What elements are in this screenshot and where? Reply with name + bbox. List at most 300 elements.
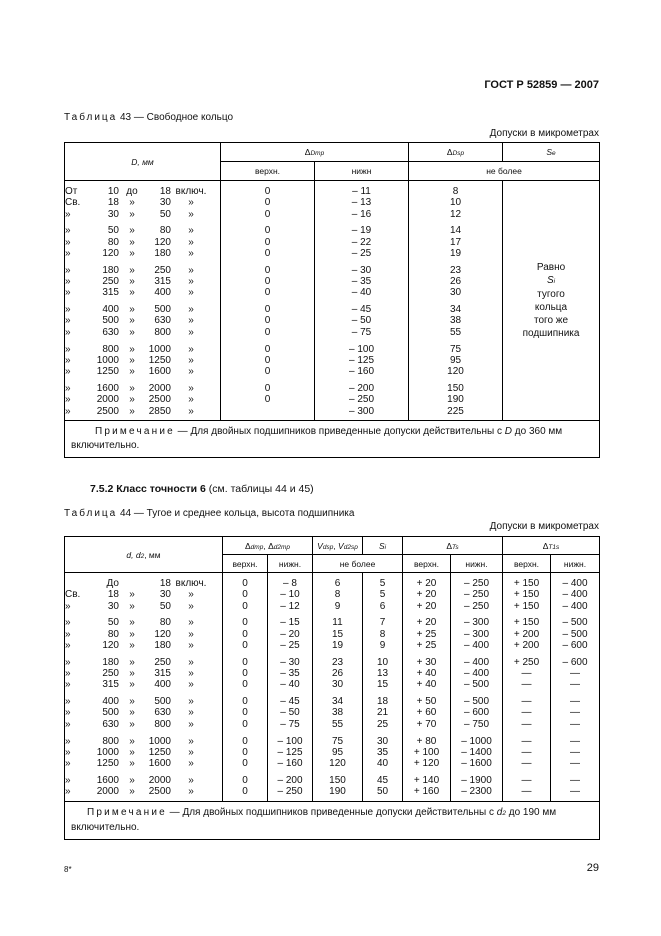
value-t1l: – 400 [551,601,600,612]
upper-deviation: 0 [221,276,315,287]
table-row [65,589,600,600]
table-43-caption-word: Таблица [64,112,118,123]
lower-deviation: – 25 [315,248,409,259]
size-range-b: 18 [159,578,171,589]
table-row [65,730,600,747]
value-si: 21 [363,707,403,718]
lower-deviation: – 40 [315,287,409,298]
value-up: 0 [223,601,268,612]
size-range-p: » [65,774,71,786]
note-word: Примечание [87,806,167,818]
se-text-1: Равно [536,262,566,274]
size-range-p: » [65,276,71,288]
size-range-p: » [65,366,71,378]
size-range-cell [65,573,223,590]
value-si: 13 [363,668,403,679]
value-lo: – 200 [268,769,313,786]
se-text-4: кольца [534,302,568,314]
table-44-note [65,801,600,839]
size-range-a: 500 [102,315,119,327]
size-range-b: 30 [159,197,171,209]
size-range-s: » [129,304,135,316]
value-tu: + 100 [403,747,451,758]
size-range-t: » [188,679,194,691]
value-up: 0 [223,589,268,600]
value-si: 5 [363,573,403,590]
table-44-units: Допуски в микрометрах [489,521,599,532]
size-range-t: » [188,735,194,747]
delta-dsp-value: 190 [409,394,503,405]
value-t1u: — [503,668,551,679]
size-range-t: » [188,382,194,394]
delta-dsp-value: 14 [409,220,503,237]
value-t1u: + 200 [503,629,551,640]
value-up: 0 [223,668,268,679]
value-t1l: — [551,668,600,679]
size-range-p: » [65,264,71,276]
header-vdsp: Vdsp, Vd2sp [313,537,363,555]
size-range-a: 1250 [96,366,119,378]
size-range-p: » [65,668,71,680]
delta-dsp-value: 30 [409,287,503,298]
value-tl: – 250 [451,601,503,612]
upper-deviation: 0 [221,338,315,355]
table-43 [64,142,600,458]
value-v: 75 [313,730,363,747]
size-range-cell [65,758,223,769]
size-range-b: 18 [159,186,171,197]
size-range-t: » [188,287,194,299]
size-range-b: 1250 [148,354,171,366]
size-range-cell [65,338,221,355]
size-range-t: » [188,208,194,220]
size-range-p: » [65,679,71,691]
value-tl: – 250 [451,573,503,590]
size-range-b: 50 [159,208,171,220]
value-lo: – 250 [268,786,313,801]
size-range-a: 50 [107,617,119,629]
size-range-b: 30 [159,589,171,601]
size-range-t: » [188,247,194,259]
size-range-t: » [188,656,194,668]
size-range-b: 250 [154,656,171,668]
value-lo: – 75 [268,719,313,730]
size-range-s: » [129,225,135,237]
header-delta-dmp: ΔDmp [221,143,409,162]
value-t1l: – 500 [551,612,600,629]
table-row [65,786,600,801]
size-range-p: » [65,326,71,338]
size-range-cell [65,651,223,668]
size-range-p: » [65,208,71,220]
size-range-cell [65,786,223,801]
size-range-t: » [188,343,194,355]
size-range-b: 2000 [148,382,171,394]
size-range-s: » [129,326,135,338]
value-lo: – 25 [268,640,313,651]
value-tu: + 20 [403,589,451,600]
size-range-p: » [65,639,71,651]
size-range-cell [65,640,223,651]
lower-deviation: – 22 [315,237,409,248]
size-range-p: » [65,786,71,798]
size-range-b: 400 [154,287,171,299]
size-range-a: 400 [102,696,119,708]
value-si: 10 [363,651,403,668]
value-t1l: – 400 [551,589,600,600]
size-range-cell [65,629,223,640]
table-row [65,707,600,718]
size-range-cell [65,601,223,612]
value-tl: – 300 [451,629,503,640]
size-range-cell [65,287,221,298]
upper-deviation: 0 [221,209,315,220]
value-si: 45 [363,769,403,786]
upper-deviation: 0 [221,287,315,298]
value-t1l: — [551,719,600,730]
delta-dsp-value: 75 [409,338,503,355]
size-range-p: » [65,758,71,770]
size-range-s: » [129,696,135,708]
value-tl: – 750 [451,719,503,730]
value-tl: – 400 [451,651,503,668]
size-range-cell [65,707,223,718]
upper-deviation: 0 [221,355,315,366]
value-t1l: – 400 [551,573,600,590]
header-t1s-upper: верхн. [503,555,551,573]
header-max: не более [409,162,600,181]
value-t1l: — [551,691,600,708]
header-d-d2: d, d2, мм [65,537,223,573]
size-range-cell [65,181,221,198]
size-range-s: » [129,208,135,220]
table-43-units: Допуски в микрометрах [489,128,599,139]
size-range-b: 315 [154,276,171,288]
value-t1l: — [551,730,600,747]
value-t1u: — [503,679,551,690]
size-range-a: 1000 [96,746,119,758]
size-range-b: 800 [154,326,171,338]
size-range-a: 120 [102,639,119,651]
size-range-cell [65,248,221,259]
value-tl: – 2300 [451,786,503,801]
size-range-p: Св. [65,197,81,209]
size-range-b: 2850 [148,405,171,417]
header-delta-dmp-d2mp: Δdmp, Δd2mp [223,537,313,555]
delta-dsp-value: 38 [409,315,503,326]
size-range-t: » [188,236,194,248]
upper-deviation: 0 [221,220,315,237]
value-up: 0 [223,730,268,747]
value-t1l: – 500 [551,629,600,640]
value-tl: – 1000 [451,730,503,747]
size-range-a: 30 [107,208,119,220]
size-range-p: » [65,405,71,417]
value-up: 0 [223,573,268,590]
table-43-caption [64,112,233,123]
lower-deviation: – 35 [315,276,409,287]
header-upper: верхн. [221,162,315,181]
note-text: — Для двойных подшипников приведенные допуски действительны с [174,425,505,437]
lower-deviation: – 30 [315,259,409,276]
table-row [65,640,600,651]
value-t1u: — [503,758,551,769]
size-range-p: » [65,746,71,758]
table-row [65,691,600,708]
size-range-a: 180 [102,656,119,668]
size-range-s: » [129,405,135,417]
value-si: 15 [363,679,403,690]
value-t1l: — [551,758,600,769]
value-lo: – 40 [268,679,313,690]
note-word: Примечание [95,425,175,437]
header-ts-lower: нижн. [451,555,503,573]
header-si: Si [363,537,403,555]
size-range-p: Св. [65,589,81,601]
note-var-sub: 2 [502,809,506,817]
size-range-b: 80 [159,617,171,629]
value-v: 6 [313,573,363,590]
value-tu: + 40 [403,668,451,679]
value-si: 40 [363,758,403,769]
size-range-a: 630 [102,718,119,730]
lower-deviation: – 75 [315,327,409,338]
upper-deviation: 0 [221,327,315,338]
size-range-b: 400 [154,679,171,691]
size-range-t: » [188,639,194,651]
size-range-a: 80 [107,628,119,640]
size-range-b: 2000 [148,774,171,786]
size-range-a: 30 [107,600,119,612]
size-range-t: » [188,696,194,708]
upper-deviation [221,406,315,421]
value-tu: + 50 [403,691,451,708]
value-si: 6 [363,601,403,612]
se-text-6: подшипника [522,328,580,340]
size-range-cell [65,730,223,747]
header-max: не более [313,555,403,573]
size-range-a: До [106,578,119,589]
value-lo: – 12 [268,601,313,612]
size-range-cell [65,394,221,405]
se-text-3: тугого [537,289,565,301]
value-up: 0 [223,651,268,668]
size-range-cell [65,366,221,377]
value-v: 11 [313,612,363,629]
size-range-b: 80 [159,225,171,237]
value-tu: + 25 [403,629,451,640]
upper-deviation: 0 [221,259,315,276]
size-range-a: 250 [102,276,119,288]
size-range-a: 2500 [96,405,119,417]
value-t1l: — [551,679,600,690]
size-range-a: 1600 [96,382,119,394]
header-lower: нижн. [268,555,313,573]
value-tl: – 500 [451,679,503,690]
table-row [65,573,600,590]
value-v: 26 [313,668,363,679]
size-range-s: » [129,366,135,378]
header-delta-dsp: ΔDsp [409,143,503,162]
page-number: 29 [586,862,599,874]
table-row [65,758,600,769]
value-t1u: — [503,730,551,747]
value-t1u: + 250 [503,651,551,668]
size-range-cell [65,668,223,679]
header-delta-t1s: ΔT1s [503,537,600,555]
size-range-p: » [65,287,71,299]
value-tu: + 30 [403,651,451,668]
lower-deviation: – 16 [315,209,409,220]
value-tl: – 400 [451,668,503,679]
value-t1l: — [551,707,600,718]
value-t1u: — [503,691,551,708]
size-range-t: » [188,366,194,378]
table-row [65,601,600,612]
value-tu: + 20 [403,612,451,629]
lower-deviation: – 19 [315,220,409,237]
value-up: 0 [223,691,268,708]
value-up: 0 [223,769,268,786]
value-tl: – 1900 [451,769,503,786]
lower-deviation: – 200 [315,377,409,394]
table-row [65,769,600,786]
size-range-s: » [129,679,135,691]
size-range-s: » [129,315,135,327]
size-range-p: » [65,656,71,668]
size-range-t: » [188,589,194,601]
size-range-a: 18 [107,197,119,209]
value-t1u: + 150 [503,573,551,590]
size-range-s: » [129,774,135,786]
size-range-p: » [65,225,71,237]
size-range-b: 120 [154,236,171,248]
value-v: 95 [313,747,363,758]
size-range-s: » [129,589,135,601]
value-tl: – 600 [451,707,503,718]
value-t1u: — [503,786,551,801]
se-text-2: Si [546,275,556,287]
value-lo: – 15 [268,612,313,629]
size-range-s: » [129,600,135,612]
size-range-cell [65,589,223,600]
size-range-a: 400 [102,304,119,316]
size-range-s: » [129,628,135,640]
delta-dsp-value: 34 [409,299,503,316]
value-up: 0 [223,629,268,640]
value-si: 25 [363,719,403,730]
value-tu: + 70 [403,719,451,730]
value-lo: – 45 [268,691,313,708]
size-range-b: 120 [154,628,171,640]
size-range-b: 1600 [148,366,171,378]
upper-deviation: 0 [221,248,315,259]
size-range-a: 120 [102,247,119,259]
value-tl: – 300 [451,612,503,629]
value-si: 9 [363,640,403,651]
size-range-t: » [188,746,194,758]
size-range-a: 180 [102,264,119,276]
size-range-t: » [188,315,194,327]
value-v: 34 [313,691,363,708]
size-range-p: » [65,354,71,366]
size-range-a: 250 [102,668,119,680]
header-lower: нижн [315,162,409,181]
size-range-s: » [129,617,135,629]
table-44 [64,536,600,840]
size-range-cell [65,220,221,237]
delta-dsp-value: 12 [409,209,503,220]
size-range-p: » [65,718,71,730]
delta-dsp-value: 225 [409,406,503,421]
size-range-s: » [129,247,135,259]
size-range-b: 2500 [148,394,171,406]
size-range-t: » [188,394,194,406]
value-v: 38 [313,707,363,718]
table-row [65,668,600,679]
size-range-s: » [129,343,135,355]
value-t1u: — [503,769,551,786]
size-range-cell [65,197,221,208]
value-t1u: — [503,707,551,718]
delta-dsp-value: 10 [409,197,503,208]
value-t1l: — [551,786,600,801]
value-tl: – 1600 [451,758,503,769]
size-range-s: » [129,758,135,770]
size-range-s: » [129,264,135,276]
size-range-s: » [129,639,135,651]
size-range-b: 180 [154,247,171,259]
size-range-cell [65,679,223,690]
delta-dsp-value: 120 [409,366,503,377]
value-up: 0 [223,612,268,629]
value-t1l: — [551,747,600,758]
size-range-p: » [65,707,71,719]
size-range-cell [65,612,223,629]
size-range-t: » [188,304,194,316]
note-text: — Для двойных подшипников приведенные допуски действительны с [166,806,497,818]
size-range-cell [65,691,223,708]
upper-deviation: 0 [221,366,315,377]
note-row [65,420,600,457]
value-si: 50 [363,786,403,801]
value-v: 30 [313,679,363,690]
size-range-a: 315 [102,679,119,691]
table-row [65,747,600,758]
upper-deviation: 0 [221,197,315,208]
size-range-t: » [188,718,194,730]
size-range-a: 1250 [96,758,119,770]
size-range-p: » [65,628,71,640]
lower-deviation: – 50 [315,315,409,326]
delta-dsp-value: 26 [409,276,503,287]
size-range-cell [65,355,221,366]
header-se: Se [503,143,600,162]
size-range-t: » [188,758,194,770]
size-range-t: » [188,326,194,338]
footer-mark: 8* [64,865,72,874]
upper-deviation: 0 [221,181,315,198]
table-row [65,181,600,198]
size-range-p: » [65,304,71,316]
lower-deviation: – 160 [315,366,409,377]
value-t1u: — [503,719,551,730]
size-range-b: 500 [154,696,171,708]
upper-deviation: 0 [221,394,315,405]
size-range-t: включ. [175,578,207,589]
size-range-cell [65,299,221,316]
se-text-5: того же [533,315,569,327]
